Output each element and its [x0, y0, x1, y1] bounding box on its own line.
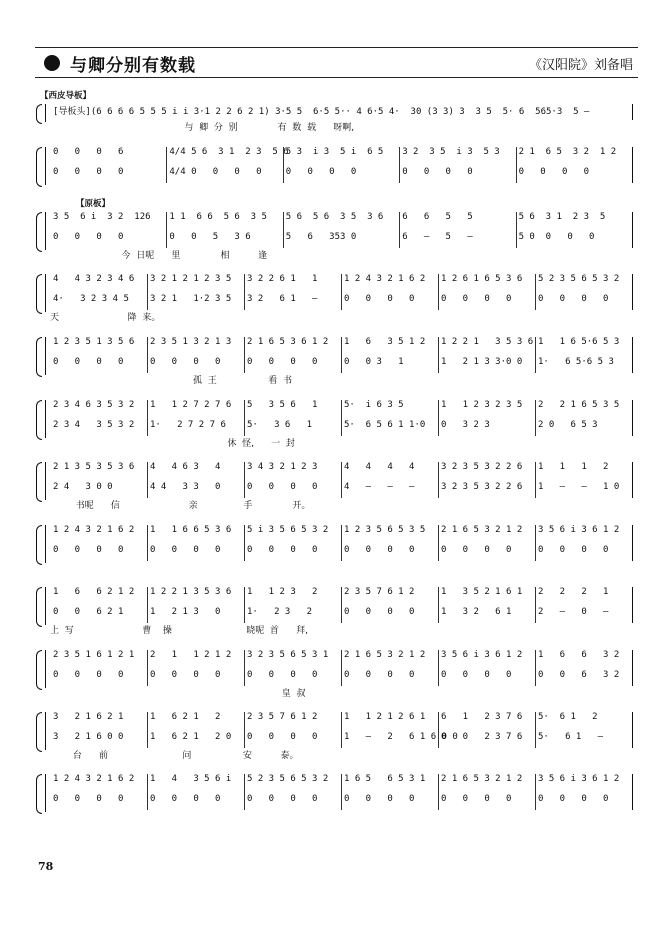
score-system	[36, 398, 636, 454]
measure-lower: 1· 2 7 2 7 6	[150, 420, 226, 430]
measure-upper: 1 6 6 2 1 2	[53, 587, 135, 597]
measure-upper: 1 4 3 5 6 i	[150, 774, 232, 784]
barline	[244, 650, 245, 686]
measure-lower: 1 – 2 6 1 6 0 0	[344, 732, 458, 742]
system-brace	[36, 712, 42, 752]
barline	[147, 400, 148, 436]
barline	[341, 650, 342, 686]
system-brace	[36, 525, 42, 565]
measure-upper: 1 1 2 1 2 6 1	[344, 712, 426, 722]
title-bullet-icon	[44, 55, 60, 71]
barline	[632, 650, 633, 686]
barline	[341, 712, 342, 748]
system-brace	[36, 587, 42, 627]
barline	[438, 400, 439, 436]
barline	[632, 274, 633, 310]
measure-lower: 0 0 0 0	[247, 357, 318, 367]
barline	[535, 337, 536, 373]
measure-upper: 2 2 1 6 5 3 5	[538, 400, 620, 410]
system-left-barline	[45, 274, 46, 312]
barline	[438, 774, 439, 810]
measure-upper: 1 1 2 3 2	[247, 587, 318, 597]
measure-lower: 0 0 0 0	[150, 670, 221, 680]
measure-lower: 4 – – –	[344, 482, 415, 492]
measure-lower: 0 0 0 0	[441, 294, 512, 304]
barline	[147, 650, 148, 686]
system-left-barline	[45, 587, 46, 625]
barline	[341, 587, 342, 623]
system-left-barline	[45, 147, 46, 185]
measure-upper: 3 4 3 2 1 2 3	[247, 462, 318, 472]
measure-upper: 3 5 6 i 3 6 1 2	[538, 525, 620, 535]
measure-upper: 1 3 5 2 1 6 1	[441, 587, 523, 597]
lyric-line: 上 写 曹 操 晓呢 首 拜,	[50, 626, 308, 636]
score-system	[36, 335, 636, 391]
barline	[166, 147, 167, 183]
song-source: 《汉阳院》刘备唱	[528, 58, 633, 73]
score-system	[36, 460, 636, 516]
measure-lower: 0 0 0 0	[53, 232, 124, 242]
lyric-line: 休 怪, 一 封	[50, 439, 295, 449]
score-system	[36, 585, 636, 641]
measure-upper: 3 5 6 i 3 2 126	[53, 212, 151, 222]
measure-lower: 0 0 0 0	[53, 794, 124, 804]
measure-lower: 0 0 0 0	[538, 294, 609, 304]
page-number: 78	[38, 860, 54, 873]
measure-upper: 5 6 3 1 2 3 5	[518, 212, 606, 222]
barline	[438, 525, 439, 561]
barline	[632, 337, 633, 373]
measure-upper: 0 0 0 6	[53, 147, 124, 157]
measure-upper: 1 1 1 2	[538, 462, 609, 472]
barline	[147, 525, 148, 561]
measure-upper: 6 1 2 3 7 6	[441, 712, 523, 722]
barline	[399, 147, 400, 183]
score-system	[36, 145, 636, 201]
barline	[283, 212, 284, 248]
lyric-line: 台 前 问 安 泰。	[50, 751, 299, 761]
measure-upper: 1 2 2 1 3 5 3 6	[150, 587, 232, 597]
measure-upper: 5 6 5 6 3 5 3 6	[285, 212, 384, 222]
barline	[341, 462, 342, 498]
measure-lower: 3 2 3 5 3 2 2 6	[441, 482, 523, 492]
measure-lower: 0 0 0 0	[344, 607, 415, 617]
barline	[632, 587, 633, 623]
header-top-rule	[35, 47, 638, 48]
barline	[632, 774, 633, 810]
measure-lower: 0 0 3 1	[344, 357, 404, 367]
barline	[244, 400, 245, 436]
barline	[341, 337, 342, 373]
barline	[147, 774, 148, 810]
measure-upper: 4/4 5 6 3 1 2 3 5 6	[169, 147, 289, 157]
measure-lower: 1· 2 3 2	[247, 607, 313, 617]
measure-upper: 2 1 6 5 3 2 1 2	[441, 774, 523, 784]
system-left-barline	[45, 462, 46, 500]
barline	[244, 587, 245, 623]
barline	[399, 212, 400, 248]
system-left-barline	[45, 104, 46, 122]
measure-lower: 0 0 0 0	[285, 167, 357, 177]
measure-lower: 0 0 0 0	[344, 294, 415, 304]
measure-upper: 1 1 6 6 5 6 3 5	[169, 212, 267, 222]
measure-upper: 1 6 6 3 2	[538, 650, 620, 660]
system-left-barline	[45, 212, 46, 250]
measure-upper: 1 2 4 3 2 1 6 2	[344, 274, 426, 284]
measure-lower: 2 3 4 3 5 3 2	[53, 420, 135, 430]
barline	[341, 774, 342, 810]
score-system	[36, 523, 636, 579]
barline	[438, 712, 439, 748]
lyric-line: 与 卿 分 别 有 数 载 呀啊,	[50, 123, 355, 133]
barline	[438, 337, 439, 373]
tempo-label: 【原板】	[76, 199, 111, 209]
measure-lower: 0 0 0 0	[53, 357, 124, 367]
measure-lower: 0 0 0 0	[441, 545, 512, 555]
measure-upper: 1 6 5 6 5 3 1	[344, 774, 426, 784]
lyric-line: 书呢 信 亲 手 开。	[50, 501, 311, 511]
score-system	[36, 102, 636, 138]
lyric-line: 天 降 来。	[50, 313, 161, 323]
system-left-barline	[45, 650, 46, 688]
measure-lower: 5· 3 6 1	[247, 420, 313, 430]
measure-lower: 0 0 0 0	[150, 545, 221, 555]
system-left-barline	[45, 525, 46, 563]
measure-lower: 3 2 1 1·2 3 5	[150, 294, 232, 304]
measure-upper: 6 6 5 5	[402, 212, 473, 222]
measure-lower: 0 0 0 0	[150, 357, 221, 367]
measure-lower: 0 0 0 0	[441, 670, 512, 680]
barline	[244, 462, 245, 498]
measure-lower: 3 2 1 6 0 0	[53, 732, 124, 742]
measure-upper: 1 1 6 6 5 3 6	[150, 525, 232, 535]
barline	[632, 147, 633, 183]
barline	[535, 650, 536, 686]
barline	[438, 462, 439, 498]
measure-upper: 1 1 2 7 2 7 6	[150, 400, 232, 410]
barline	[535, 774, 536, 810]
system-left-barline	[45, 400, 46, 438]
barline	[244, 774, 245, 810]
measure-upper: 2 1 1 2 1 2	[150, 650, 232, 660]
measure-upper: 1 2 6 1 6 5 3 6	[441, 274, 523, 284]
measure-lower: 6 – 5 –	[402, 232, 473, 242]
measure-lower: 0 0 0 0	[441, 794, 512, 804]
measure-upper: 3 2 1 2 1 2 3 5	[150, 274, 232, 284]
measure-upper: 5 2 3 5 6 5 3 2	[247, 774, 329, 784]
measure-upper: 1 2 4 3 2 1 6 2	[53, 525, 135, 535]
score-system	[36, 772, 636, 828]
barline	[535, 400, 536, 436]
score-system	[36, 272, 636, 328]
measure-upper: 1 6 3 5 1 2	[344, 337, 426, 347]
measure-lower: 4· 3 2 3 4 5	[53, 294, 129, 304]
measure-upper: 5 3 i 3 5 i 6 5	[285, 147, 384, 157]
barline	[516, 212, 517, 248]
measure-upper: 5· i 6 3 5	[344, 400, 404, 410]
barline	[535, 712, 536, 748]
measure-upper: 3 2 1 6 2 1	[53, 712, 124, 722]
measure-lower: 0 0 0 0	[538, 794, 609, 804]
measure-lower: 5 0 0 0 0	[518, 232, 595, 242]
score-system	[36, 710, 636, 766]
measure-upper: 1 6 2 1 2	[150, 712, 221, 722]
measure-upper: 2 2 2 1	[538, 587, 609, 597]
system-brace	[36, 774, 42, 814]
measure-upper: 1 2 3 5 1 3 5 6	[53, 337, 135, 347]
measure-upper: 3 5 6 i 3 6 1 2	[538, 774, 620, 784]
measure-lower: 5· 6 1 –	[538, 732, 604, 742]
barline	[147, 712, 148, 748]
lyric-line: 今 日呢 里 相 逢	[50, 251, 268, 261]
measure-upper: 1 2 2 1 3 5 3 6	[441, 337, 534, 347]
measure-lower: 0 0 0 0	[247, 545, 318, 555]
measure-lower: 0 0 0 0	[247, 794, 318, 804]
measure-lower: 4 4 3 3 0	[150, 482, 221, 492]
barline	[535, 525, 536, 561]
measure-lower: 0 0 6 3 2	[538, 670, 620, 680]
measure-upper: 2 3 5 1 6 1 2 1	[53, 650, 135, 660]
system-brace	[36, 274, 42, 314]
system-brace	[36, 462, 42, 502]
measure-upper: 1 2 3 5 6 5 3 5	[344, 525, 426, 535]
measure-lower: 0 0 0 0	[402, 167, 473, 177]
measure-upper: 5 2 3 5 6 5 3 2	[538, 274, 620, 284]
measure-upper: 1 2 4 3 2 1 6 2	[53, 774, 135, 784]
measure-upper: 2 1 6 5 3 6 1 2	[247, 337, 329, 347]
measure-upper: 4 4 6 3 4	[150, 462, 221, 472]
score-system	[36, 648, 636, 704]
barline	[632, 525, 633, 561]
measure-lower: 1 – – 1 0	[538, 482, 620, 492]
measure-lower: 0 0 0 0	[344, 545, 415, 555]
measure-lower: 4/4 0 0 0 0	[169, 167, 262, 177]
measure-upper: 5· 6 1 2	[538, 712, 598, 722]
measure-lower: 0 0 0 0	[538, 545, 609, 555]
measure-lower: 1 2 1 3 3·0 0	[441, 357, 523, 367]
barline	[632, 462, 633, 498]
barline	[147, 587, 148, 623]
system-brace	[36, 104, 42, 124]
measure-upper: 2 3 5 7 6 1 2	[247, 712, 318, 722]
barline	[516, 147, 517, 183]
barline	[438, 587, 439, 623]
system-left-barline	[45, 774, 46, 812]
measure-lower: 0 0 0 0	[247, 732, 318, 742]
measure-lower: 0 0 0 0	[247, 482, 318, 492]
measure-upper: 3 2 3 5 6 5 3 1	[247, 650, 329, 660]
measure-upper: 2 1 6 5 3 2 1 2	[441, 525, 523, 535]
measure-upper: [导板头](6 6 6 6 5 5 5 i i 3·1 2 2 6 2 1) 3·5 5 6·5 5·· 4 6·5 4· 30 (3 3) 3 3 5 5· 6 565·3 5 –	[53, 107, 590, 117]
measure-upper: 1 1 6 5·6 5 3	[538, 337, 620, 347]
barline	[283, 147, 284, 183]
measure-lower: 0 0 2 3 7 6	[441, 732, 523, 742]
measure-lower: 1 6 2 1 2 0	[150, 732, 232, 742]
measure-lower: 0 0 0 0	[53, 545, 124, 555]
barline	[535, 587, 536, 623]
measure-lower: 0 0 0 0	[150, 794, 221, 804]
barline	[632, 712, 633, 748]
measure-upper: 5 3 5 6 1	[247, 400, 318, 410]
system-left-barline	[45, 337, 46, 375]
system-brace	[36, 147, 42, 187]
measure-upper: 2 3 5 1 3 2 1 3	[150, 337, 232, 347]
measure-lower: 0 0 0 0	[53, 670, 124, 680]
measure-upper: 3 2 2 6 1 1	[247, 274, 318, 284]
measure-upper: 2 1 6 5 3 2 1 2	[344, 650, 426, 660]
barline	[632, 400, 633, 436]
measure-lower: 0 0 0 0	[344, 670, 415, 680]
mode-label: 【西皮导板】	[40, 91, 92, 101]
system-brace	[36, 650, 42, 690]
barline	[244, 337, 245, 373]
measure-upper: 3 5 6 i 3 6 1 2	[441, 650, 523, 660]
barline	[438, 650, 439, 686]
measure-lower: 0 0 0 0	[518, 167, 590, 177]
barline	[341, 274, 342, 310]
measure-upper: 5 i 3 5 6 5 3 2	[247, 525, 329, 535]
header-bottom-rule	[35, 77, 638, 78]
barline	[147, 337, 148, 373]
measure-lower: 0 0 5 3 6	[169, 232, 251, 242]
measure-lower: 0 0 6 2 1	[53, 607, 124, 617]
song-title: 与卿分别有数载	[70, 56, 196, 76]
lyric-line: 皇 叔	[50, 689, 306, 699]
barline	[244, 712, 245, 748]
barline	[244, 274, 245, 310]
measure-lower: 0 0 0 0	[247, 670, 318, 680]
barline	[341, 400, 342, 436]
measure-lower: 0 0 0 0	[344, 794, 415, 804]
measure-upper: 1 1 2 3 2 3 5	[441, 400, 523, 410]
measure-lower: 1 3 2 6 1	[441, 607, 512, 617]
measure-lower: 5· 6 5 6 1 1·0	[344, 420, 426, 430]
lyric-line: 孤 王 看 书	[50, 376, 292, 386]
barline	[166, 212, 167, 248]
measure-lower: 1· 6 5·6 5 3	[538, 357, 614, 367]
measure-upper: 2 3 5 7 6 1 2	[344, 587, 415, 597]
system-brace	[36, 212, 42, 252]
score-system	[36, 199, 636, 266]
measure-upper: 2 3 4 6 3 5 3 2	[53, 400, 135, 410]
measure-lower: 2 0 6 5 3	[538, 420, 598, 430]
measure-upper: 3 2 3 5 i 3 5 3	[402, 147, 500, 157]
measure-upper: 2 1 3 5 3 5 3 6	[53, 462, 135, 472]
measure-lower: 2 4 3 0 0	[53, 482, 113, 492]
barline	[438, 274, 439, 310]
measure-lower: 5 6 353 0	[285, 232, 357, 242]
measure-lower: 2 – 0 –	[538, 607, 609, 617]
barline	[535, 462, 536, 498]
measure-lower: 0 3 2 3	[441, 420, 490, 430]
barline	[244, 525, 245, 561]
system-brace	[36, 337, 42, 377]
system-brace	[36, 400, 42, 440]
measure-lower: 3 2 6 1 –	[247, 294, 318, 304]
measure-lower: 0 0 0 0	[53, 167, 124, 177]
system-left-barline	[45, 712, 46, 750]
barline	[147, 462, 148, 498]
measure-upper: 4 4 3 2 3 4 6	[53, 274, 135, 284]
barline	[147, 274, 148, 310]
measure-upper: 3 2 3 5 3 2 2 6	[441, 462, 523, 472]
barline	[341, 525, 342, 561]
barline	[632, 212, 633, 248]
measure-upper: 2 1 6 5 3 2 1 2	[518, 147, 617, 157]
measure-lower: 1 2 1 3 0	[150, 607, 221, 617]
barline	[535, 274, 536, 310]
barline	[632, 104, 633, 120]
measure-upper: 4 4 4 4	[344, 462, 415, 472]
